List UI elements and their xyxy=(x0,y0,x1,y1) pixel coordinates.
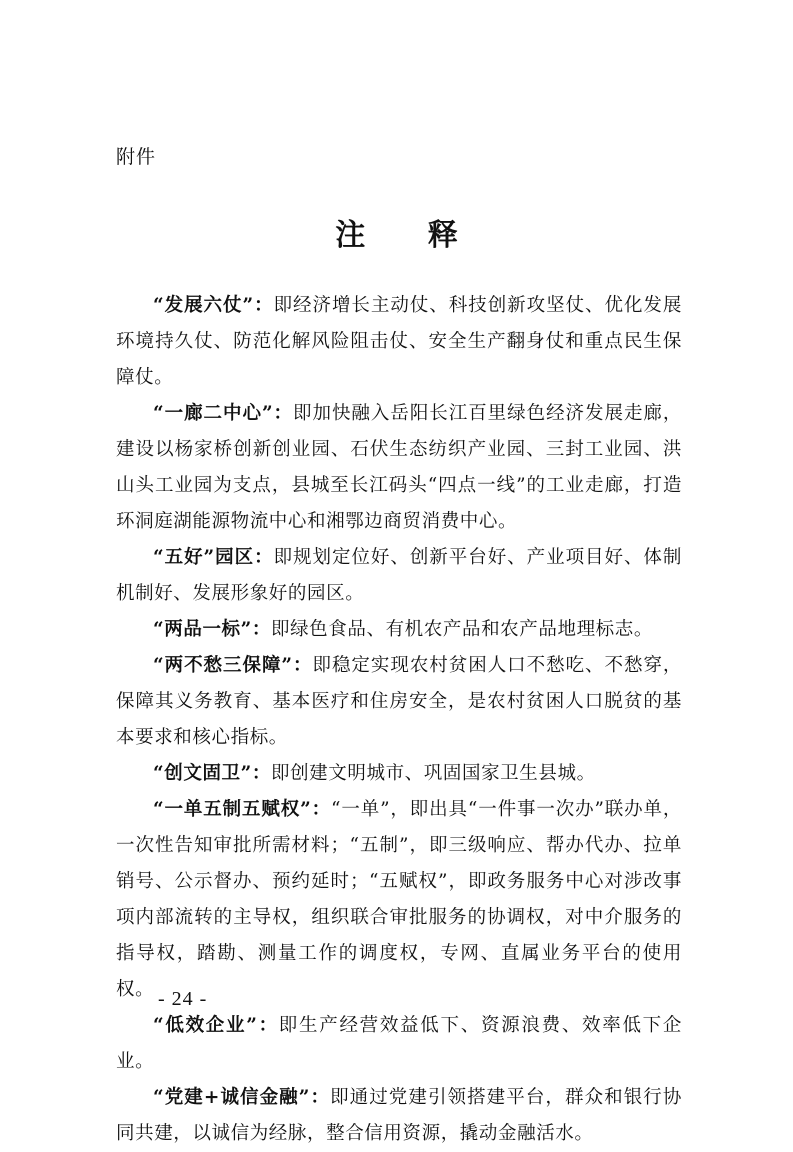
note-text: “一单”，即出具“一件事一次办”联办单，一次性告知审批所需材料；“五制”，即三级响应、帮办代办、拉单销号、公示督办、预约延时；“五赋权”，即政务服务中心对涉改事项内部流转的主导权，组织联合审批服务的协调权，对中介服务的指导权，踏勘、测量工作的调度权，专网、直属业务平台的使用权。 xyxy=(116,799,682,1000)
note-item xyxy=(116,288,682,396)
note-term: “两品一标”： xyxy=(153,619,271,640)
note-item xyxy=(116,756,682,792)
page-number: - 24 - xyxy=(158,988,208,1010)
note-item xyxy=(116,648,682,756)
note-term: “五好”园区： xyxy=(153,547,274,568)
note-item xyxy=(116,612,682,648)
note-term: “发展六仗”： xyxy=(153,295,274,316)
note-item xyxy=(116,396,682,540)
note-text: 即绿色食品、有机农产品和农产品地理标志。 xyxy=(270,619,653,640)
note-term: “一单五制五赋权”： xyxy=(153,799,331,820)
page-title: 注 释 xyxy=(335,218,484,253)
note-text: 即通过党建引领搭建平台，群众和银行协同共建，以诚信为经脉，整合信用资源，撬动金融活水。 xyxy=(116,1087,682,1144)
note-text: 即生产经营效益低下、资源浪费、效率低下企业。 xyxy=(116,1015,682,1072)
note-text: 即加快融入岳阳长江百里绿色经济发展走廊，建设以杨家桥创新创业园、石伏生态纺织产业园、三封工业园、洪山头工业园为支点，县城至长江码头“四点一线”的工业走廊，打造环洞庭湖能源物流中心和湘鄂边商贸消费中心。 xyxy=(116,403,682,532)
note-text: 即经济增长主动仗、科技创新攻坚仗、优化发展环境持久仗、防范化解风险阻击仗、安全生产翻身仗和重点民生保障仗。 xyxy=(116,295,683,388)
note-item xyxy=(116,792,682,1008)
note-item xyxy=(116,1080,682,1152)
note-term: “两不愁三保障”： xyxy=(153,655,313,676)
note-item xyxy=(116,540,682,612)
note-term: “低效企业”： xyxy=(153,1015,279,1036)
note-term: “一廊二中心”： xyxy=(153,403,294,424)
attachment-label: 附件 xyxy=(116,146,157,168)
note-text: 即创建文明城市、巩固国家卫生县城。 xyxy=(270,763,596,784)
note-term: “党建+诚信金融”： xyxy=(153,1087,331,1108)
note-text: 即规划定位好、创新平台好、产业项目好、体制机制好、发展形象好的园区。 xyxy=(116,547,683,604)
note-term: “创文固卫”： xyxy=(153,763,271,784)
notes-list xyxy=(116,288,682,1152)
note-item xyxy=(116,1008,682,1080)
note-text: 即稳定实现农村贫困人口不愁吃、不愁穿，保障其义务教育、基本医疗和住房安全，是农村贫困人口脱贫的基本要求和核心指标。 xyxy=(116,655,683,748)
